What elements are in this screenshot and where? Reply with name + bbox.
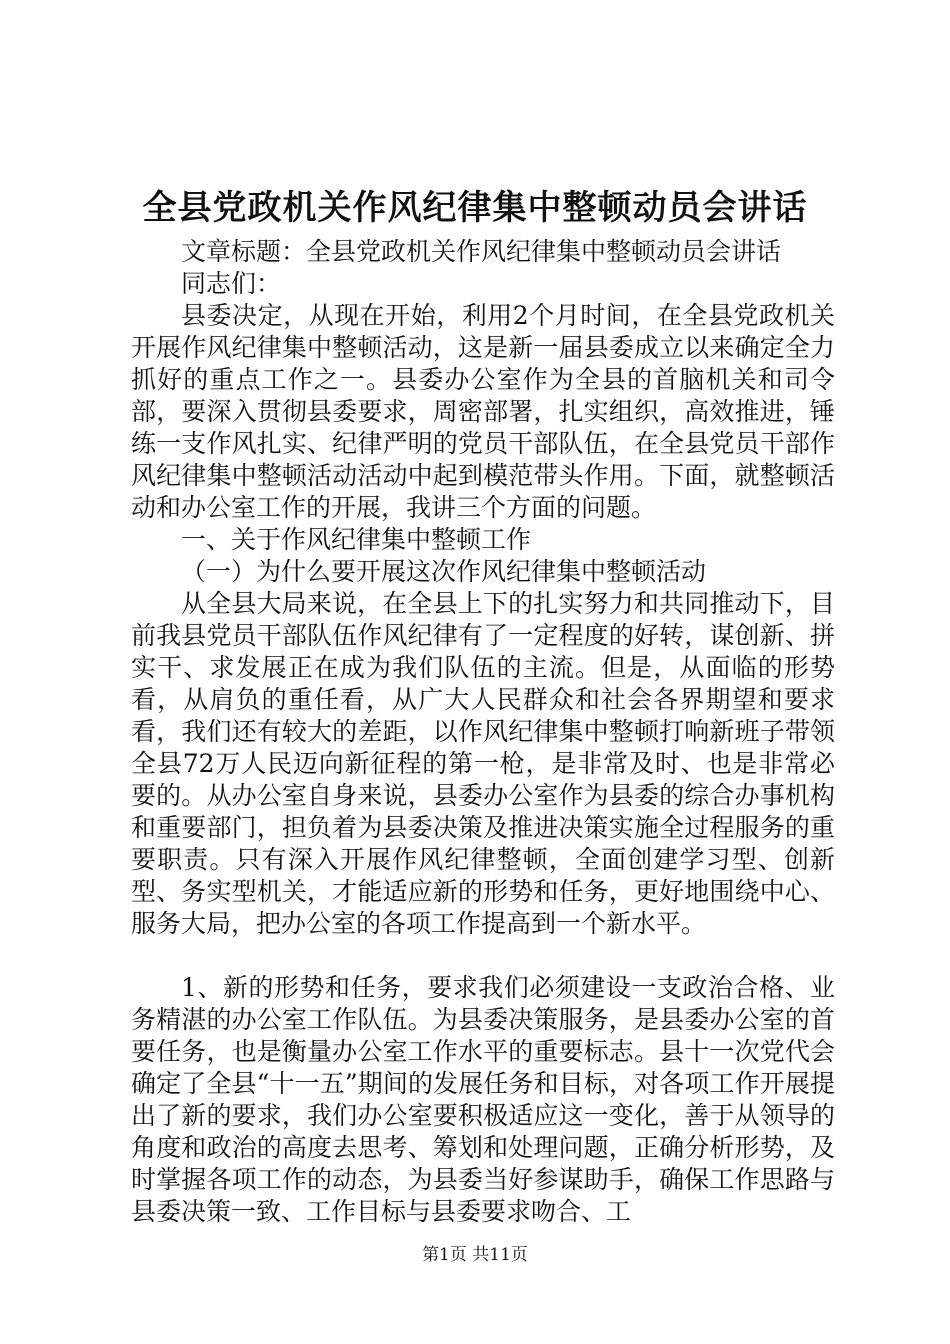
paragraph-intro: 县委决定，从现在开始，利用2个月时间，在全县党政机关开展作风纪律集中整顿活动，这是新一届县委成立以来确定全力抓好的重点工作之一。县委办公室作为全县的首脑机关和司令部，要深入贯彻县委要求，周密部署，扎实组织，高效推进，锤练一支作风扎实、纪律严明的党员干部队伍，在全县党员干部作风纪律集中整顿活动活动中起到模范带头作用。下面，就整顿活动和办公室工作的开展，我讲三个方面的问题。 <box>131 301 835 522</box>
page-number-footer: 第1页 共11页 <box>422 1245 528 1265</box>
document-body <box>131 236 835 1228</box>
subsection-heading-1: （一）为什么要开展这次作风纪律集中整顿活动 <box>181 557 707 586</box>
paragraph-point-1: 1、新的形势和任务，要求我们必须建设一支政治合格、业务精湛的办公室工作队伍。为县委决策服务，是县委办公室的首要任务，也是衡量办公室工作水平的重要标志。县十一次党代会确定了全县“十一五”期间的发展任务和目标，对各项工作开展提出了新的要求，我们办公室要积极适应这一变化，善于从领导的角度和政治的高度去思考、筹划和处理问题，正确分析形势，及时掌握各项工作的动态，为县委当好参谋助手，确保工作思路与县委决策一致、工作目标与县委要求吻合、工 <box>131 973 835 1226</box>
salutation: 同志们： <box>181 269 282 298</box>
document-title: 全县党政机关作风纪律集中整顿动员会讲话 <box>142 188 808 228</box>
article-title-line: 文章标题：全县党政机关作风纪律集中整顿动员会讲话 <box>181 237 782 266</box>
section-heading-1: 一、关于作风纪律集中整顿工作 <box>181 525 532 554</box>
paragraph-overall-situation: 从全县大局来说，在全县上下的扎实努力和共同推动下，目前我县党员干部队伍作风纪律有了一定程度的好转，谋创新、拼实干、求发展正在成为我们队伍的主流。但是，从面临的形势看，从肩负的重任看，从广大人民群众和社会各界期望和要求看，我们还有较大的差距，以作风纪律集中整顿打响新班子带领全县72万人民迈向新征程的第一枪，是非常及时、也是非常必要的。从办公室自身来说，县委办公室作为县委的综合办事机构和重要部门，担负着为县委决策及推进决策实施全过程服务的重要职责。只有深入开展作风纪律整顿，全面创建学习型、创新型、务实型机关，才能适应新的形势和任务，更好地围绕中心、服务大局，把办公室的各项工作提高到一个新水平。 <box>131 589 835 938</box>
